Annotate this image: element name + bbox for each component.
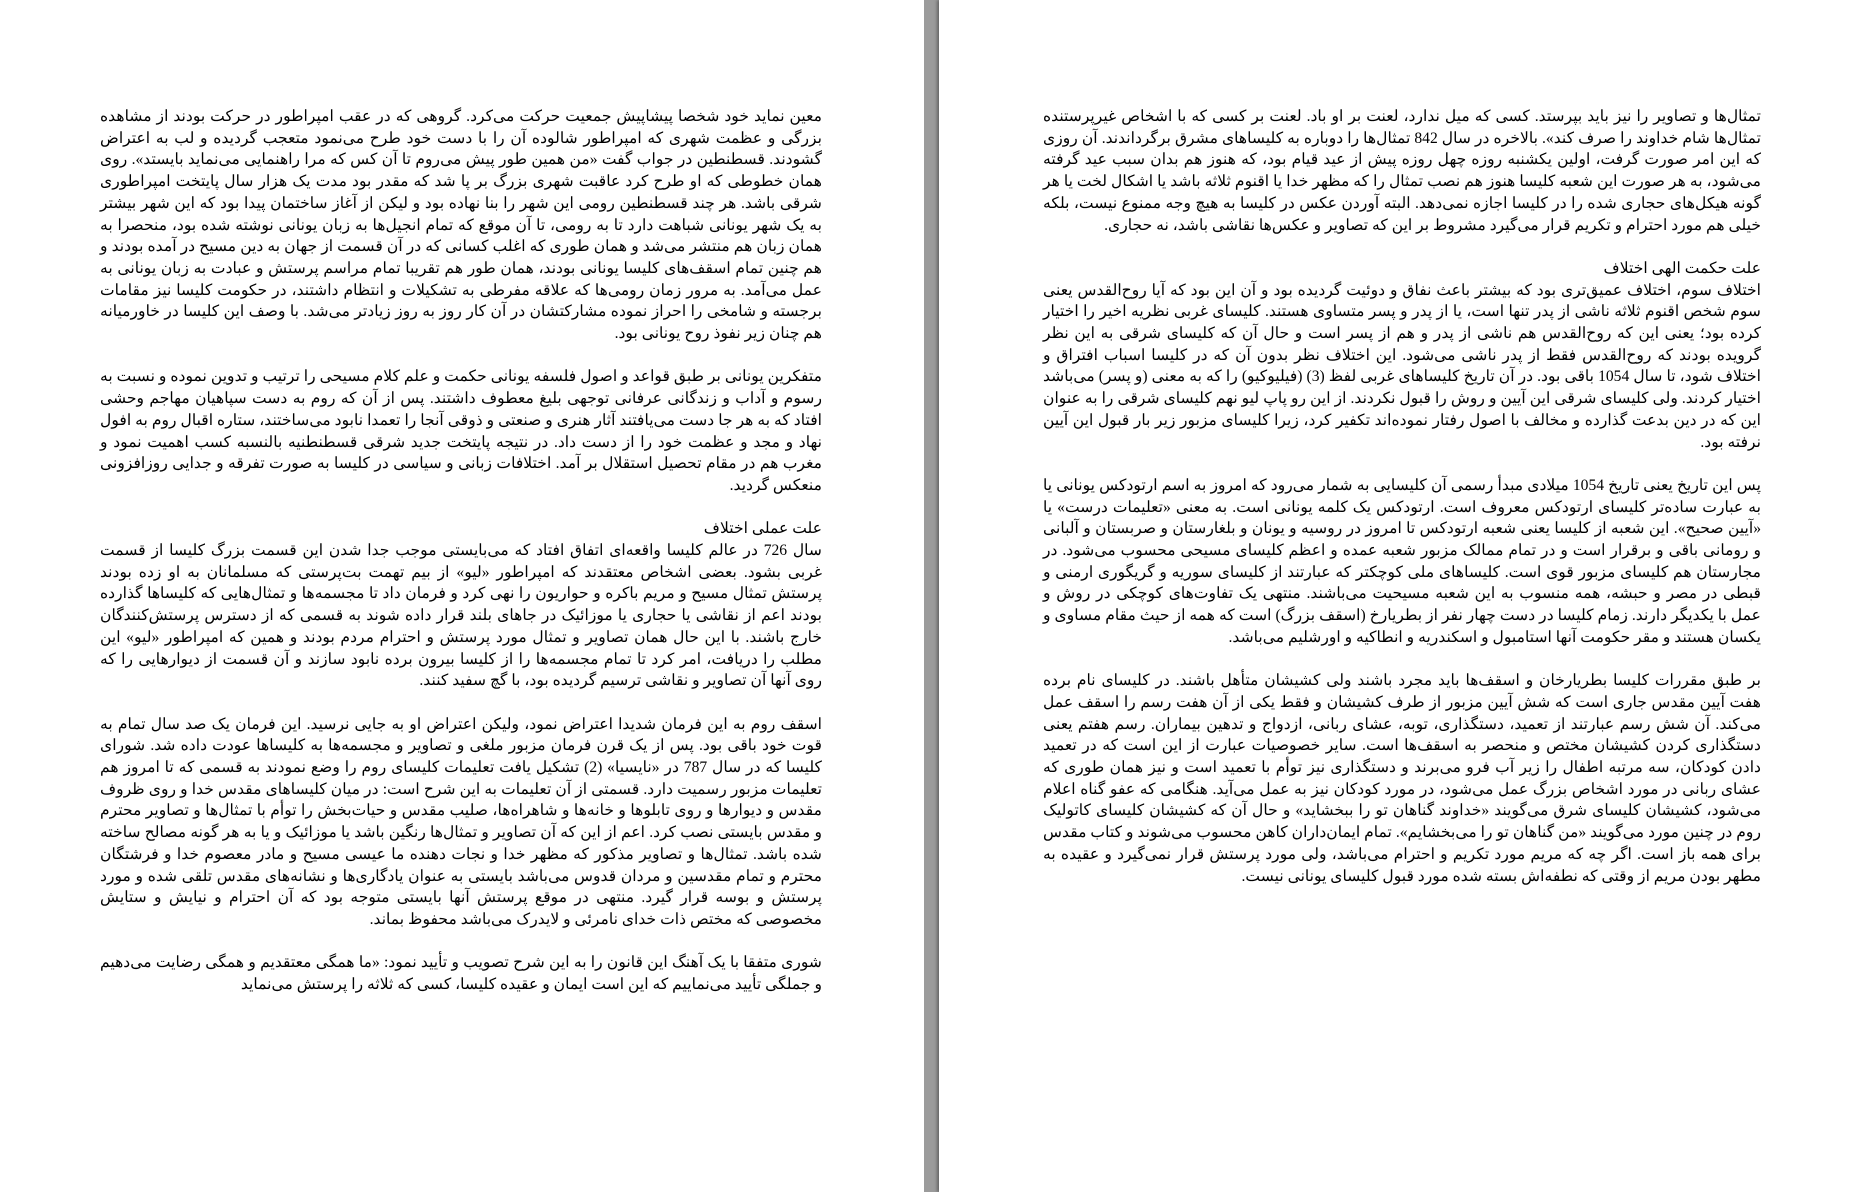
paragraph: اسقف روم به این فرمان شدیدا اعتراض نمود، ولیکن اعتراض او به جایی نرسید. این فرمان یک صد سال تمام به قوت خود باقی بود. پس از یک قرن فرمان مزبور ملغی و تصاویر و مجسمه‌ها به کلیساها عودت داده شد. شورای کلیسا که در سال 787 در «نایسیا» (2) تشکیل یافت تعلیمات کلیسای روم را وضع نمودند به قسمی که تا امروز هم تعلیمات مزبور رسمیت دارد. قسمتی از آن تعلیمات به این شرح است: در میان کلیساهای مقدس خدا و روی ظروف مقدس و دیوارها و روی تابلوها و خانه‌ها و شاهراه‌ها، صلیب مقدس و حیات‌بخش را توأم با تمثال‌ها و تصاویر محترم و مقدس بایستی نصب کرد. اعم از این که آن تصاویر و تمثال‌ها رنگین باشد یا موزائیک و یا به هر گونه مصالح ساخته شده باشد. تمثال‌ها و تصاویر مذکور که مظهر خدا و نجات دهنده ما عیسی مسیح و مادر معصوم خدا و فرشتگان محترم و تمام مقدسین و مردان قدوس می‌باشد بایستی به عنوان یادگاری‌ها و نشانه‌های مقدس تلقی شده و مورد پرستش و بوسه قرار گیرد. منتهی در موقع پرستش آنها بایستی متوجه بود که آن احترام و نیایش و ستایش مخصوصی که مختص ذات خدای نامرئی و لایدرک می‌باشد محفوظ بماند. bbox=[100, 715, 822, 928]
paragraph: سال 726 در عالم کلیسا واقعه‌ای اتفاق افتاد که می‌بایستی موجب جدا شدن این قسمت بزرگ کلیسا از قسمت غربی بشود. بعضی اشخاص معتقدند که امپراطور «لیو» از بیم تهمت بت‌پرستی که مسلمانان به او زده بودند پرستش تمثال مسیح و مریم باکره و حواریون را نهی کرد و فرمان داد تا مجسمه‌ها و تمثال‌هایی که کلیساها گذارده بودند اعم از نقاشی یا حجاری یا موزائیک در جاهای بلند قرار داده شوند به قسمی که از دسترس پرستش‌کنندگان خارج باشند. با این حال همان تصاویر و تمثال مورد پرستش و احترام مردم بودند و همین که امپراطور «لیو» این مطلب را دریافت، امر کرد تا تمام مجسمه‌ها را از کلیسا بیرون برده نابود سازند و آن قسمت از دیوارهایی را که روی آنها آن تصاویر و نقاشی ترسیم گردیده بود، با گچ سفید کنند. bbox=[100, 542, 822, 690]
paragraph: شوری متفقا با یک آهنگ این قانون را به این شرح تصویب و تأیید نمود: «ما همگی معتقدیم و همگی رضایت می‌دهیم و جملگی تأیید می‌نماییم که این است ایمان و عقیده کلیسا، کسی که ثلاثه را پرستش می‌نماید bbox=[100, 954, 822, 994]
page-right bbox=[939, 0, 1855, 1192]
section-heading: علت حکمت الهی اختلاف bbox=[1603, 259, 1761, 277]
paragraph: بر طبق مقررات کلیسا بطریارخان و اسقف‌ها باید مجرد باشند ولی کشیشان متأهل باشند. در کلیسای نام برده هفت آیین مقدس جاری است که شش آیین مزبور از طرف کشیشان و فقط یکی از آن هفت رسم را اسقف عمل می‌کند. آن شش رسم عبارتند از تعمید، دستگذاری، توبه، عشای ربانی، ازدواج و تدهین بیماران. رسم هفتم یعنی دستگذاری کردن کشیشان مختص و منحصر به اسقف‌ها است. سایر خصوصیات عبارت از این است که در تعمید دادن کودکان، سه مرتبه اطفال را زیر آب فرو می‌برند و دستگذاری نیز توأم با تعمید است و نیز همان طوری که عشای ربانی در مورد اشخاص بزرگ عمل می‌شود، در مورد کودکان نیز به عمل می‌آید. هنگامی که عفو گناه اعلام می‌شود، کشیشان کلیسای شرق می‌گویند «خداوند گناهان تو را ببخشاید» و حال آن که کشیشان کلیسای کاتولیک روم در چنین مورد می‌گویند «من گناهان تو را می‌بخشایم». تمام ایمان‌داران کاهن محسوب می‌شوند و کتاب مقدس برای همه باز است. اگر چه که مریم مورد تکریم و احترام می‌باشد، ولی مورد پرستش قرار نمی‌گیرد و عقیده به مطهر بودن مریم از وقتی که نطفه‌اش بسته شده مورد قبول کلیسای یونانی نیست. bbox=[1043, 672, 1761, 885]
page-right-text bbox=[1043, 106, 1761, 909]
paragraph: پس این تاریخ یعنی تاریخ 1054 میلادی مبدأ رسمی آن کلیسایی به شمار می‌رود که امروز به اسم ارتودکس یونانی یا به عبارت ساده‌تر کلیسای ارتودکس معروف است. ارتودکس یک کلمه یونانی است. به معنی «تعلیمات درست» یا «آیین صحیح». این شعبه از کلیسا یعنی شعبه ارتودکس تا امروز در روسیه و یونان و بلغارستان و صربستان و آلبانی و رومانی باقی و برقرار است و در تمام ممالک مزبور شعبه عمده و اعظم کلیسای مسیحی محسوب می‌شود. در مجارستان هم کلیسای مزبور قوی است. کلیساهای ملی کوچکتر که عبارتند از کلیسای سوریه و گریگوری ارمنی و قبطی در مصر و حبشه، همه منسوب به این شعبه مسیحیت می‌باشند. منتهی یک تفاوت‌های کوچکی در روش و عمل با یکدیگر دارند. زمام کلیسا در دست چهار نفر از بطریارخ (اسقف بزرگ) است که همه از حیث مقام مساوی و یکسان هستند و مقر حکومت آنها استامبول و اسکندریه و انطاکیه و اورشلیم می‌باشد. bbox=[1043, 476, 1761, 646]
page-left bbox=[0, 0, 924, 1192]
section-heading: علت عملی اختلاف bbox=[703, 520, 822, 538]
paragraph: اختلاف سوم، اختلاف عمیق‌تری بود که بیشتر باعث نفاق و دوئیت گردیده بود و آن این بود که آیا روح‌القدس یعنی سوم شخص اقنوم ثلاثه ناشی از پدر تنها است، یا از پدر و پسر متساوی هستند. کلیسای غربی نظریه اخیر را اختیار کرده بود؛ یعنی این که روح‌القدس هم ناشی از پدر و هم از پسر است و حال آن که کلیسای شرقی به این نظر گرویده بودند که روح‌القدس فقط از پدر ناشی می‌شود. این اختلاف نظر بدون آن که در کلیسا اسباب افتراق و اختلاف شود، تا سال 1054 باقی بود. در آن تاریخ کلیساهای غربی لفظ (3) (فیلیوکیو) را که به معنی (و پسر) می‌باشد اختیار کردند. ولی کلیسای شرقی این آیین و روش را قبول نکردند. از این رو پاپ لیو نهم کلیسای شرقی را به عنوان این که در دین بدعت گذارده و مخالف با اصول رفتار نموده‌اند تکفیر کرد، زیرا کلیسای مزبور زیر بار قبول این آیین نرفته بود. bbox=[1043, 281, 1761, 451]
page-left-text bbox=[100, 106, 822, 1017]
page-gutter bbox=[924, 0, 939, 1192]
paragraph: متفکرین یونانی بر طبق قواعد و اصول فلسفه یونانی حکمت و علم کلام مسیحی را ترتیب و تدوین نموده و نسبت به رسوم و آداب و زندگانی عرفانی توجهی بلیغ معطوف داشتند. پس از آن که روم به دست سپاهیان مهاجم وحشی افتاد که به هر جا دست می‌یافتند آثار هنری و صنعتی و ذوقی آنجا را تعمدا نابود می‌ساختند، ستاره اقبال روم به افول نهاد و مجد و عظمت خود را از دست داد. در نتیجه پایتخت جدید شرقی قسطنطنیه بالنسبه کسب اهمیت نمود و مغرب هم در مقام تحصیل استقلال بر آمد. اختلافات زبانی و سیاسی در کلیسا به صورت تفرقه و جدایی روزافزونی منعکس گردید. bbox=[100, 368, 822, 494]
paragraph: معین نماید خود شخصا پیشاپیش جمعیت حرکت می‌کرد. گروهی که در عقب امپراطور در حرکت بودند از مشاهده بزرگی و عظمت شهری که امپراطور شالوده آن را با دست خود طرح می‌نمود متعجب گردیده و لب به اعتراض گشودند. قسطنطین در جواب گفت «من همین طور پیش می‌روم تا آن کس که مرا راهنمایی می‌نماید بایستد». روی همان خطوطی که او طرح کرد عاقبت شهری بزرگ بر پا شد که مقدر بود مدت یک هزار سال پایتخت امپراطوری شرقی باشد. هر چند قسطنطین رومی این شهر را بنا نهاده بود و لیکن از آغاز ساختمان پیدا بود که این شهر بیشتر به یک شهر یونانی شباهت دارد تا به رومی، تا آن موقع که تمام انجیل‌ها به زبان یونانی نوشته شده بود، منحصرا به همان زبان هم منتشر می‌شد و همان طوری که اغلب کسانی که در آن قسمت از جهان به دین مسیح در آمده بودند و هم چنین تمام اسقف‌های کلیسا یونانی بودند، همان طور هم تقریبا تمام مراسم پرستش و عبادت به زبان یونانی به عمل می‌آمد. به مرور زمان رومی‌ها که علاقه مفرطی به تشکیلات و انتظام داشتند، در حکومت کلیسا نیز مقامات برجسته و شامخی را احراز نموده مشارکتشان در آن کار روز به روز زیادتر می‌شد. با وصف این کلیسا در خاورمیانه هم چنان زیر نفوذ روح یونانی بود. bbox=[100, 108, 822, 343]
paragraph: تمثال‌ها و تصاویر را نیز باید بپرستد. کسی که میل ندارد، لعنت بر او باد. لعنت بر کسی که با اشخاص غیرپرستنده تمثال‌ها شام خداوند را صرف کند». بالاخره در سال 842 تمثال‌ها را دوباره به کلیساهای مشرق برگرداندند. آن روزی که این امر صورت گرفت، اولین یکشنبه روزه چهل روزه پیش از عید قیام بود، که هنوز هم بدان سبب عید گرفته می‌شود، به هر صورت این شعبه کلیسا هنوز هم نصب تمثال را که مظهر خدا یا اقنوم ثلاثه باشد یا اشکال لخت یا هر گونه هیکل‌های حجاری شده را در کلیسا اجازه نمی‌دهد. البته آوردن عکس در کلیسا به هیچ وجه ممنوع نیست، بلکه خیلی هم مورد احترام و تکریم قرار می‌گیرد مشروط بر این که تصاویر و عکس‌ها نقاشی باشد، نه حجاری. bbox=[1043, 108, 1761, 234]
